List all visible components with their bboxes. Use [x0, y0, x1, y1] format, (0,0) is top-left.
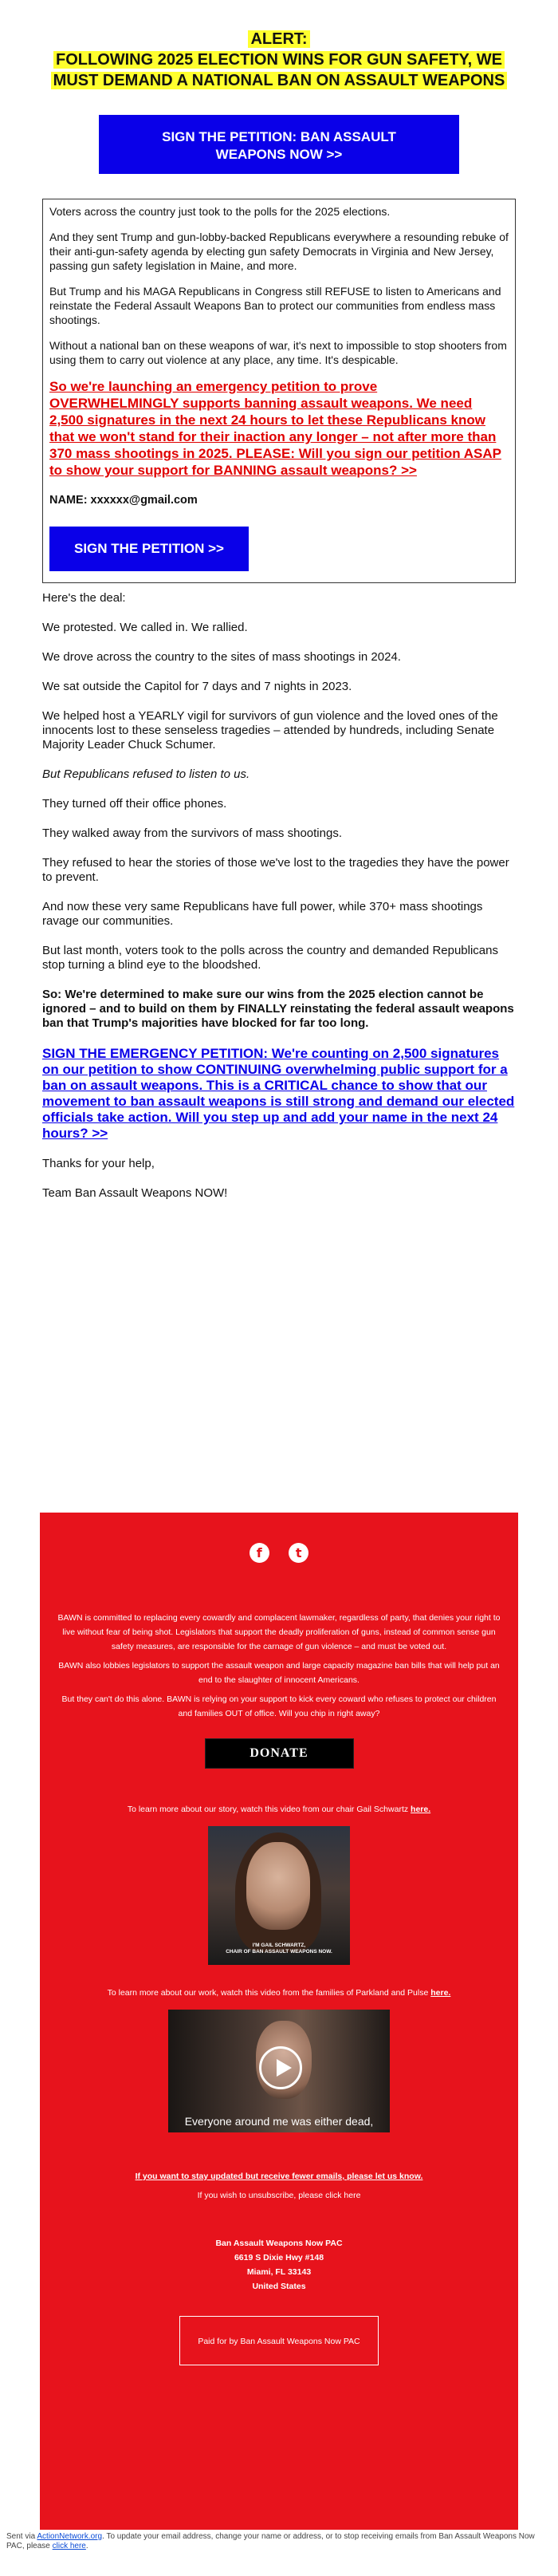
footer: [40, 1513, 518, 2530]
alert-headline-line1: FOLLOWING 2025 ELECTION WINS FOR GUN SAFETY, WE: [40, 49, 518, 70]
body-paragraph-bold: So: We're determined to make sure our wins from the 2025 election cannot be ignored – and to build on them by FINALLY reinstating the federal assault weapons ban that Trump's majorities have blocked for far too long.: [42, 988, 514, 1030]
body-paragraph: They refused to hear the stories of those we've lost to the tragedies they have the power to prevent.: [42, 856, 509, 884]
body-paragraph: We helped host a YEARLY vigil for survivors of gun violence and the loved ones of the innocents lost to these senseless tragedies – attended by hundreds, including Senate Majority Leader Chuck Schumer.: [42, 709, 498, 751]
body-paragraph: They turned off their office phones.: [42, 797, 227, 811]
alert-header: [40, 29, 518, 91]
sign-petition-button[interactable]: SIGN THE PETITION >>: [49, 527, 249, 571]
video2-caption: Everyone around me was either dead,: [184, 2115, 374, 2128]
video1-text: To learn more about our story, watch this video from our chair Gail Schwartz here.: [127, 1805, 431, 1814]
alert-headline-line2: MUST DEMAND A NATIONAL BAN ON ASSAULT WEAPONS: [40, 70, 518, 91]
play-icon[interactable]: [259, 2046, 302, 2089]
body-paragraph: Here's the deal:: [42, 591, 126, 605]
body-paragraph: We sat outside the Capitol for 7 days and 7 nights in 2023.: [42, 680, 352, 693]
petition-link-red[interactable]: So we're launching an emergency petition to prove OVERWHELMINGLY supports banning assault weapons. We need 2,500 signatures in the next 24 hours to let these Republicans know that we won't stand for their inaction any longer – not after more than 370 mass shootings in 2025. PLEASE: Will you sign our petition ASAP to show your support for BANNING assault weapons? >>: [49, 379, 501, 478]
body-paragraph-italic: But Republicans refused to listen to us.: [42, 767, 250, 781]
box-paragraph: Voters across the country just took to the polls for the 2025 elections.: [49, 205, 391, 218]
sent-via-footer: Sent via ActionNetwork.org. To update your email address, change your name or address, or to stop receiving emails from Ban Assault Weapons Now PAC, please click here.: [6, 2532, 535, 2550]
box-paragraph: But Trump and his MAGA Republicans in Congress still REFUSE to listen to Americans and reinstate the Federal Assault Weapons Ban to protect our communities from endless mass shootings.: [49, 285, 501, 326]
families-video-thumbnail[interactable]: [168, 2010, 390, 2132]
fewer-emails-link[interactable]: If you want to stay updated but receive fewer emails, please let us know.: [135, 2172, 423, 2181]
video2-text: To learn more about our work, watch this video from the families of Parkland and Pulse here.: [107, 1988, 451, 1998]
name-field: NAME: xxxxxx@gmail.com: [49, 494, 198, 507]
twitter-icon[interactable]: t: [289, 1543, 308, 1563]
emergency-petition-link[interactable]: SIGN THE EMERGENCY PETITION: We're counting on 2,500 signatures on our petition to show CONTINUING overwhelming public support for a ban on assault weapons. This is a CRITICAL chance to show that our movement to ban assault weapons is still strong and demand our elected officials take action. Will you step up and add your name in the next 24 hours? >>: [42, 1046, 515, 1141]
donate-button[interactable]: DONATE: [205, 1738, 354, 1769]
box-paragraph: And they sent Trump and gun-lobby-backed Republicans everywhere a resounding rebuke of their anti-gun-safety agenda by electing gun safety Democrats in Virginia and New Jersey, passing gun safety legislation in Maine, and more.: [49, 231, 509, 272]
box-paragraph: Without a national ban on these weapons of war, it's next to impossible to stop shooters from using them to carry out violence at any place, any time. It's despicable.: [49, 339, 507, 366]
video1-caption: I'M GAIL SCHWARTZ, CHAIR OF BAN ASSAULT WEAPONS NOW.: [226, 1943, 332, 1955]
body-paragraph: They walked away from the survivors of mass shootings.: [42, 826, 342, 840]
mailing-address: Ban Assault Weapons Now PAC 6619 S Dixie Hwy #148 Miami, FL 33143 United States: [215, 2239, 343, 2291]
body-paragraph: We protested. We called in. We rallied.: [42, 621, 248, 634]
social-links: [40, 1543, 518, 1563]
chair-video-thumbnail[interactable]: [208, 1826, 350, 1965]
manage-subscription-link[interactable]: click here: [52, 2542, 86, 2550]
body-paragraph: And now these very same Republicans have full power, while 370+ mass shootings ravage our communities.: [42, 900, 483, 928]
body-paragraph: We drove across the country to the sites of mass shootings in 2024.: [42, 650, 401, 664]
thanks-text: Thanks for your help,: [42, 1157, 155, 1170]
petition-box: [42, 199, 516, 583]
body-paragraph: But last month, voters took to the polls across the country and demanded Republicans stop turning a blind eye to the bloodshed.: [42, 944, 498, 972]
video2-link[interactable]: here.: [430, 1988, 451, 1998]
alert-title: ALERT:: [40, 29, 518, 49]
mission-text: But they can't do this alone. BAWN is relying on your support to kick every coward who refuses to protect our children and families OUT of office. Will you chip in right away?: [61, 1694, 497, 1718]
mission-text: BAWN also lobbies legislators to support the assault weapon and large capacity magazine ban bills that will help put an end to the slaughter of innocent Americans.: [58, 1661, 500, 1685]
mission-text: BAWN is committed to replacing every cowardly and complacent lawmaker, regardless of party, that denies your right to live without fear of being shot. Legislators that support the deadly proliferation of guns, instead of common sense gun safety measures, are responsible for the carnage of gun violence – and must be voted out.: [57, 1613, 501, 1651]
facebook-icon[interactable]: f: [250, 1543, 269, 1563]
sign-petition-button-top[interactable]: SIGN THE PETITION: BAN ASSAULT WEAPONS NOW >>: [99, 115, 459, 174]
video1-link[interactable]: here.: [411, 1805, 431, 1814]
paid-for-disclaimer: Paid for by Ban Assault Weapons Now PAC: [179, 2316, 379, 2365]
unsubscribe-link[interactable]: If you wish to unsubscribe, please click here: [197, 2191, 361, 2200]
action-network-link[interactable]: ActionNetwork.org: [37, 2532, 103, 2541]
signature: Team Ban Assault Weapons NOW!: [42, 1186, 228, 1200]
email-body: [40, 583, 518, 1201]
